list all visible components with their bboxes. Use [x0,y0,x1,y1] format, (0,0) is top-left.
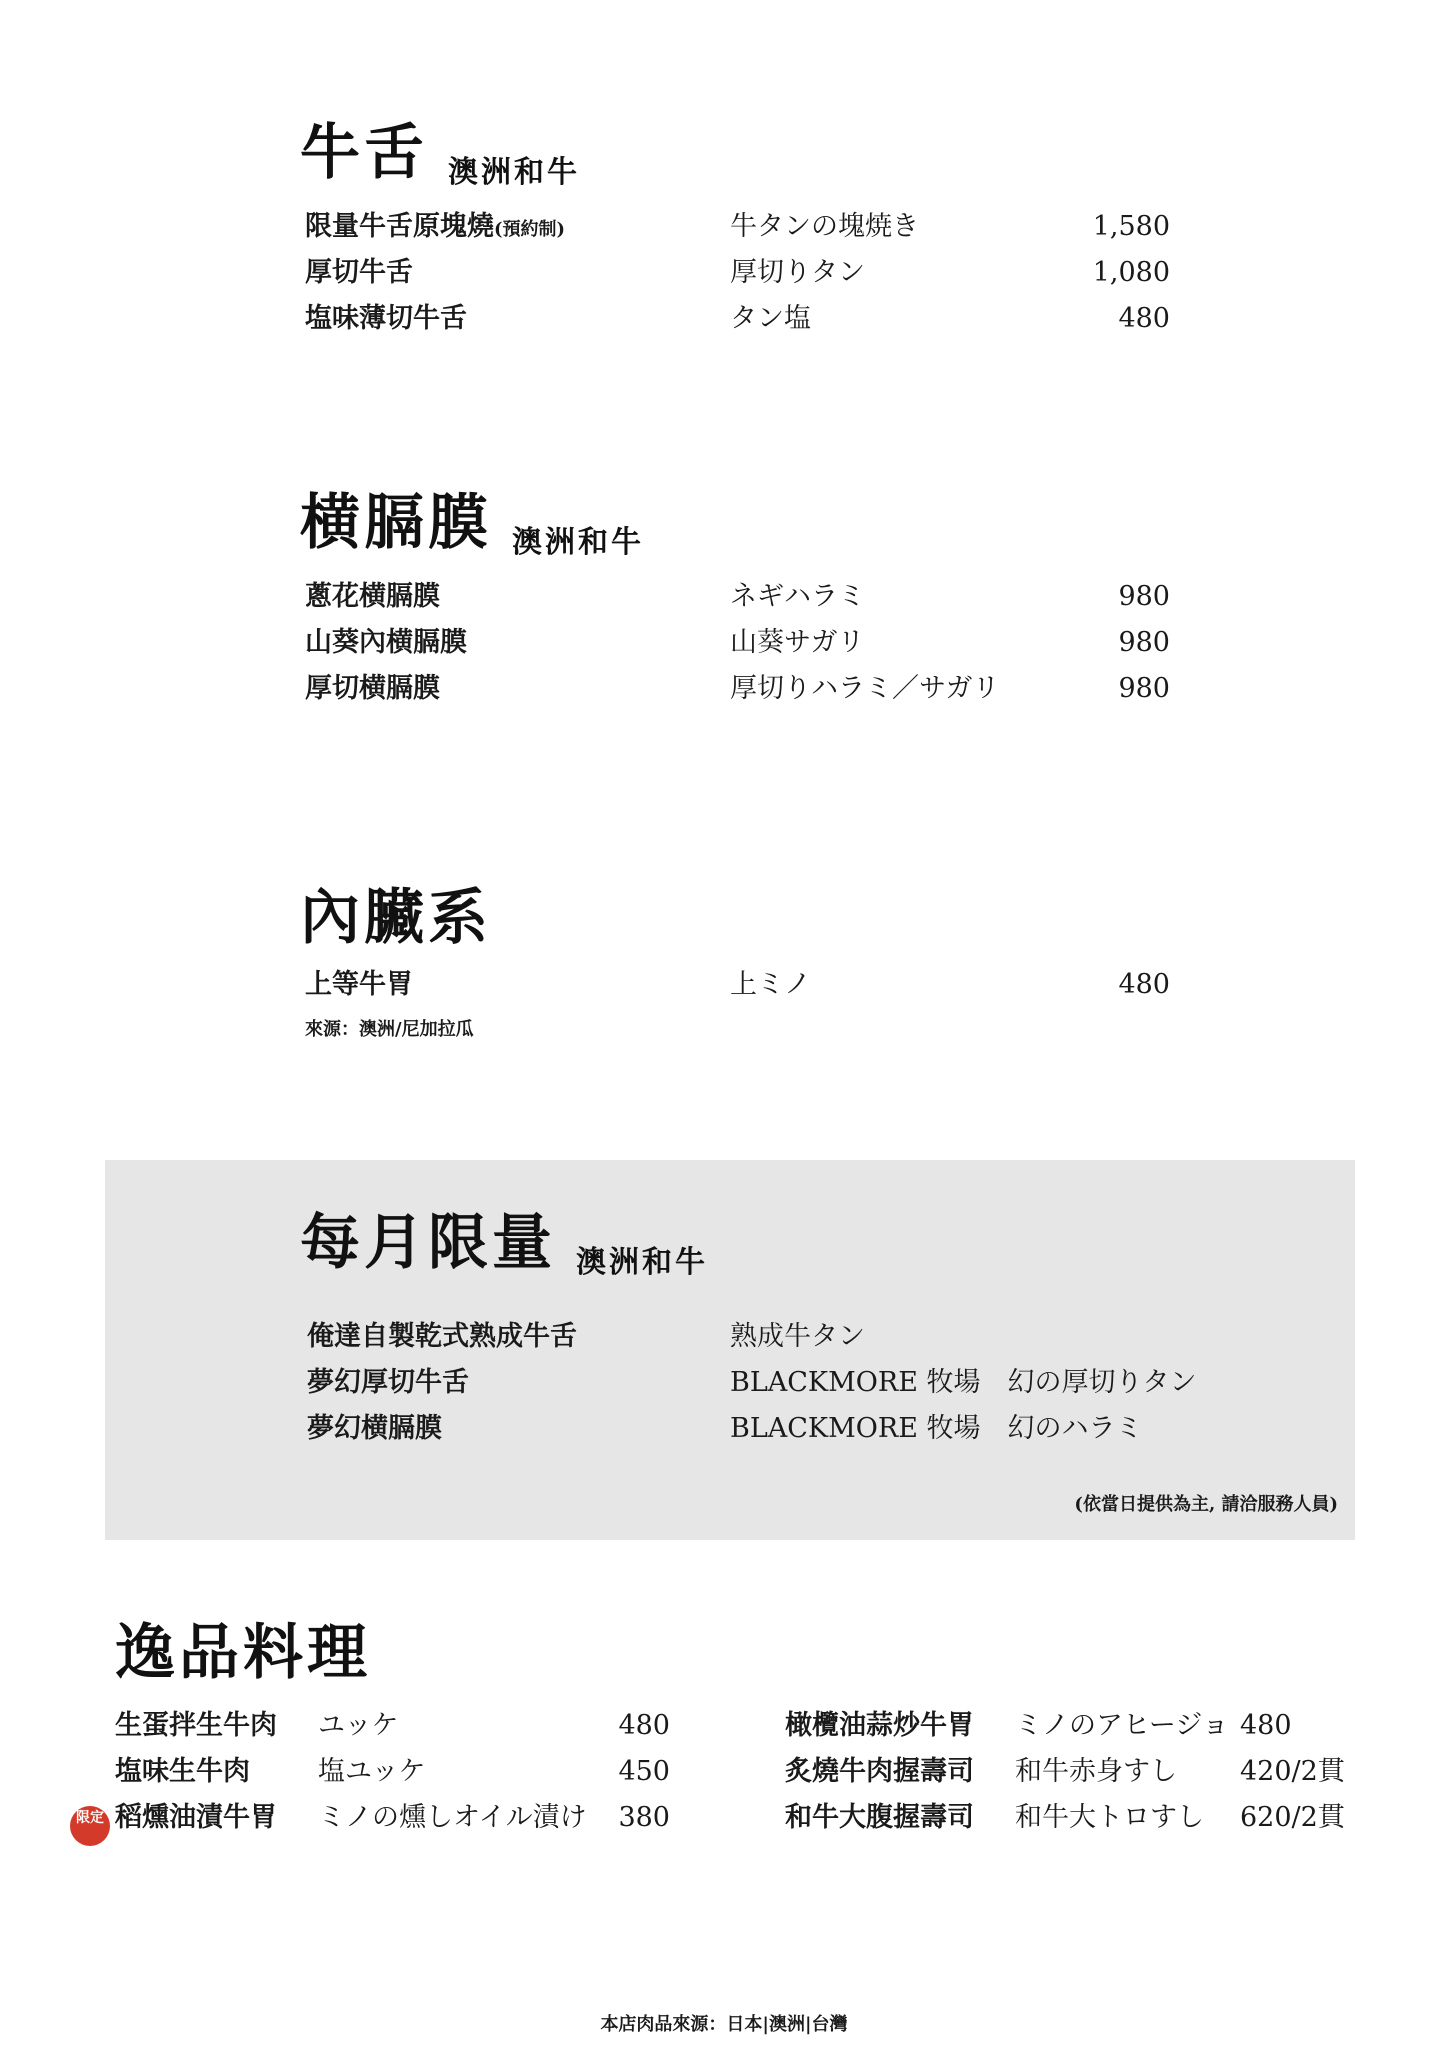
item-price: 480 [618,1710,670,1741]
item-name: 夢幻横膈膜 [307,1413,442,1444]
item-jp: 和牛赤身すし [1015,1756,1177,1787]
menu-row [0,1752,1448,1792]
item-name: 限量牛舌原塊燒 [305,211,494,242]
item-jp: BLACKMORE 牧場 幻の厚切りタン [730,1367,1197,1398]
item-jp: 熟成牛タン [730,1321,865,1352]
menu-row [0,299,1448,339]
menu-row [0,1706,1448,1746]
section-title-monthly [300,1195,708,1281]
item-jp: 厚切りタン [730,257,865,288]
item-jp: 塩ユッケ [318,1756,426,1787]
section-title-skirt [300,475,644,561]
item-jp: 山葵サガリ [730,627,865,658]
title-main: 每月限量 [300,1208,556,1278]
item-price: 980 [1118,627,1170,658]
item-name: 厚切牛舌 [305,257,413,288]
title-main: 牛舌 [300,118,428,188]
item-jp: 和牛大トロすし [1015,1802,1204,1833]
title-sub: 澳洲和牛 [512,524,644,560]
item-price: 480 [1240,1710,1292,1741]
item-price: 480 [1118,303,1170,334]
item-jp: 厚切りハラミ／サガリ [730,673,1000,704]
source-note: 來源：澳洲/尼加拉瓜 [305,1019,474,1040]
item-price: 980 [1118,673,1170,704]
menu-row [0,207,1448,247]
menu-row [0,1317,1448,1357]
menu-row [0,1798,1448,1838]
item-name: 夢幻厚切牛舌 [307,1367,469,1398]
item-name: 炙燒牛肉握壽司 [785,1756,974,1787]
item-jp: ミノのアヒージョ [1015,1710,1229,1741]
title-main: 横膈膜 [300,488,492,558]
menu-row [0,577,1448,617]
item-note: (預約制) [494,219,566,240]
title-sub: 澳洲和牛 [576,1244,708,1280]
menu-row [0,623,1448,663]
item-name: 和牛大腹握壽司 [785,1802,974,1833]
menu-row [0,1409,1448,1449]
item-jp: 上ミノ [730,969,811,1000]
limited-badge: 限定 [70,1806,110,1846]
item-price: 420/2貫 [1240,1756,1345,1787]
item-name: 塩味生牛肉 [115,1756,250,1787]
item-price: 620/2貫 [1240,1802,1345,1833]
menu-row [0,669,1448,709]
item-price: 980 [1118,581,1170,612]
title-sub: 澳洲和牛 [448,154,580,190]
availability-note: (依當日提供為主, 請洽服務人員) [1074,1494,1338,1515]
menu-row [0,965,1448,1005]
item-name: 塩味薄切牛舌 [305,303,467,334]
footer-source: 本店肉品來源：日本|澳洲|台灣 [600,2014,848,2035]
item-name: 厚切横膈膜 [305,673,440,704]
item-name: 山葵內横膈膜 [305,627,467,658]
menu-row [0,253,1448,293]
item-name: 俺達自製乾式熟成牛舌 [307,1321,577,1352]
menu-row [0,1363,1448,1403]
section-title-offal [300,870,492,956]
item-price: 1,580 [1092,211,1170,242]
title-main: 逸品料理 [115,1618,371,1688]
item-price: 480 [1118,969,1170,1000]
item-name: 生蛋拌生牛肉 [115,1710,277,1741]
item-jp: ミノの燻しオイル漬け [318,1802,587,1833]
item-name: 橄欖油蒜炒牛胃 [785,1710,974,1741]
item-price: 380 [618,1802,670,1833]
item-jp: タン塩 [730,303,811,334]
item-jp: BLACKMORE 牧場 幻のハラミ [730,1413,1143,1444]
item-price: 450 [618,1756,670,1787]
item-name: 稻燻油漬牛胃 [115,1802,277,1833]
item-name: 上等牛胃 [305,969,413,1000]
item-jp: 牛タンの塊焼き [730,211,919,242]
section-title-tongue [300,105,580,191]
title-main: 內臟系 [300,883,492,953]
item-jp: ネギハラミ [730,581,865,612]
section-title-specials [115,1605,371,1691]
item-name: 蔥花横膈膜 [305,581,440,612]
item-price: 1,080 [1092,257,1170,288]
item-jp: ユッケ [318,1710,399,1741]
